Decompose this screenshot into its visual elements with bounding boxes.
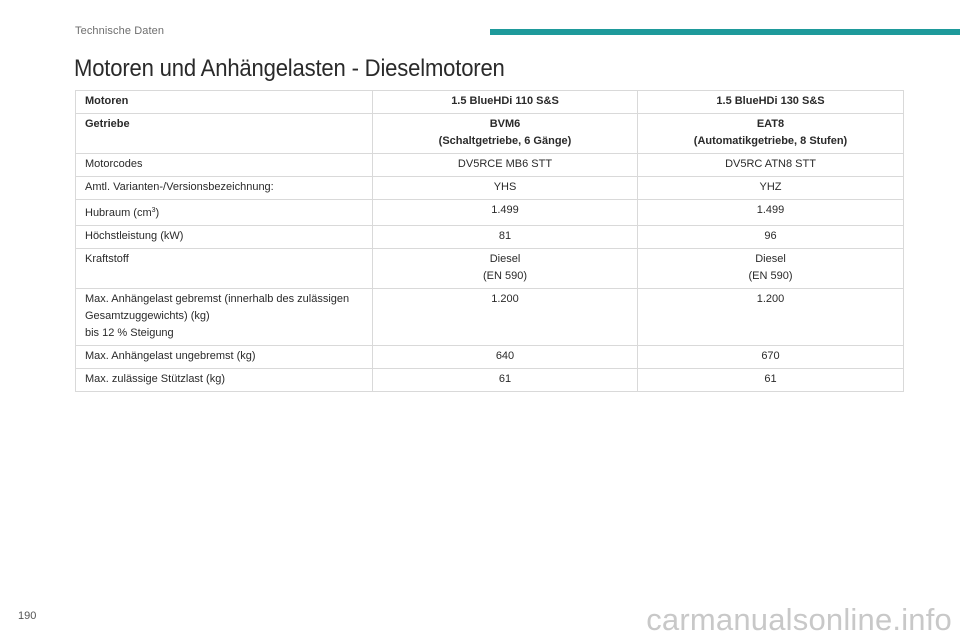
engine-2-value: 1.5 BlueHDi 130 S&S	[638, 91, 904, 114]
section-label: Technische Daten	[75, 25, 165, 37]
engine-2-value: 1.499	[638, 200, 904, 226]
engine-1-value: 1.200	[373, 289, 638, 346]
row-label: Max. Anhängelast ungebremst (kg)	[76, 346, 373, 369]
engine-1-value: 1.499	[373, 200, 638, 226]
engine-2-value: EAT8 (Automatikgetriebe, 8 Stufen)	[638, 114, 904, 154]
engine-1-value: YHS	[373, 177, 638, 200]
engine-2-value: YHZ	[638, 177, 904, 200]
row-label-text: Hubraum (cm	[85, 207, 152, 219]
table-row-engines	[76, 91, 904, 114]
row-label: Motorcodes	[76, 154, 373, 177]
superscript: 3	[151, 207, 156, 214]
watermark: carmanualsonline.info	[646, 602, 952, 637]
row-label: Motoren	[76, 91, 373, 114]
table-row-fuel	[76, 249, 904, 289]
engine-1-value: DV5RCE MB6 STT	[373, 154, 638, 177]
engine-2-value: 1.200	[638, 289, 904, 346]
row-label: Max. zulässige Stützlast (kg)	[76, 369, 373, 392]
table-row-braked-trailer-load	[76, 289, 904, 346]
page-title: Motoren und Anhängelasten - Dieselmotoren	[74, 55, 505, 82]
table-row-max-power	[76, 226, 904, 249]
row-label: Max. Anhängelast gebremst (innerhalb des zulässigen Gesamtzuggewichts) (kg) bis 12 % Steigung	[76, 289, 373, 346]
row-label: Getriebe	[76, 114, 373, 154]
engine-1-value: 1.5 BlueHDi 110 S&S	[373, 91, 638, 114]
engine-1-value: 81	[373, 226, 638, 249]
table-row-nose-weight	[76, 369, 904, 392]
section-accent-bar	[490, 29, 960, 35]
table-row-unbraked-trailer-load	[76, 346, 904, 369]
row-label-end: )	[155, 207, 160, 219]
table-row-engine-codes	[76, 154, 904, 177]
table-row-gearbox	[76, 114, 904, 154]
page-number: 190	[18, 610, 37, 622]
engine-1-value: BVM6 (Schaltgetriebe, 6 Gänge)	[373, 114, 638, 154]
row-label	[76, 200, 373, 226]
engine-2-value: DV5RC ATN8 STT	[638, 154, 904, 177]
engine-1-value: 61	[373, 369, 638, 392]
engine-1-value: Diesel (EN 590)	[373, 249, 638, 289]
engine-1-value: 640	[373, 346, 638, 369]
engine-2-value: 670	[638, 346, 904, 369]
engine-2-value: 96	[638, 226, 904, 249]
row-label: Amtl. Varianten-/Versionsbezeichnung:	[76, 177, 373, 200]
row-label: Kraftstoff	[76, 249, 373, 289]
engine-2-value: Diesel (EN 590)	[638, 249, 904, 289]
table-row-variant	[76, 177, 904, 200]
row-label: Höchstleistung (kW)	[76, 226, 373, 249]
specifications-table	[75, 90, 904, 392]
engine-2-value: 61	[638, 369, 904, 392]
table-row-displacement	[76, 200, 904, 226]
